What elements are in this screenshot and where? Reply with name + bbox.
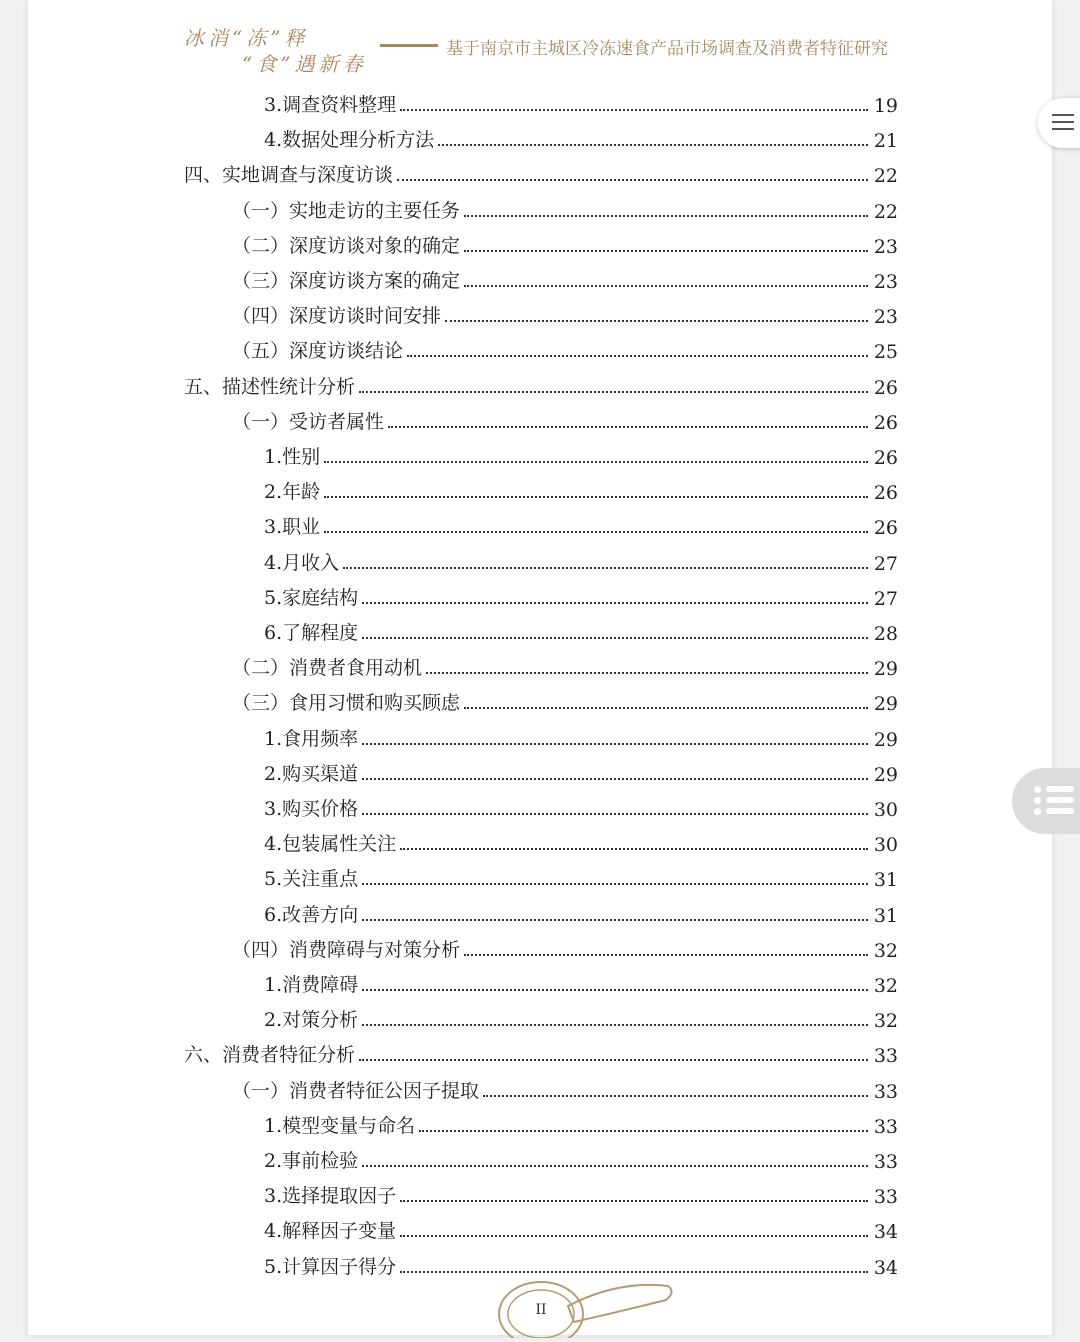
toc-entry-page: 29 xyxy=(873,728,898,751)
toc-entry-page: 33 xyxy=(873,1080,898,1103)
hamburger-icon xyxy=(1052,128,1074,130)
list-icon xyxy=(1034,786,1041,793)
toc-entry-page: 26 xyxy=(873,411,898,434)
toc-entry-page: 29 xyxy=(873,763,898,786)
toc-entry-label: 4.包装属性关注 xyxy=(264,833,397,856)
toc-entry-label: 五、描述性统计分析 xyxy=(184,375,356,398)
toc-entry-label: 1.模型变量与命名 xyxy=(264,1114,416,1137)
toc-leader-dots xyxy=(362,602,868,604)
toc-leader-dots xyxy=(362,1024,868,1026)
toc-entry-page: 28 xyxy=(873,623,898,645)
toc-entry[interactable] xyxy=(232,328,898,363)
toc-entry-page: 26 xyxy=(873,517,898,540)
toc-entry[interactable] xyxy=(184,1032,898,1067)
list-icon xyxy=(1046,797,1074,803)
toc-entry-page: 34 xyxy=(873,1221,898,1244)
toc-leader-dots xyxy=(362,883,868,885)
toc-entry[interactable] xyxy=(264,997,898,1032)
toc-entry-label: 6.改善方向 xyxy=(264,903,359,926)
toc-entry-label: 4.月收入 xyxy=(264,551,340,574)
toc-leader-dots xyxy=(419,1130,868,1132)
toc-leader-dots xyxy=(400,109,868,111)
toc-entry[interactable] xyxy=(264,469,898,504)
toc-entry-label: 5.家庭结构 xyxy=(264,586,359,609)
toc-entry[interactable] xyxy=(232,258,898,293)
toc-entry-page: 29 xyxy=(873,658,898,681)
toc-entry[interactable] xyxy=(264,1103,898,1138)
toc-entry-page: 27 xyxy=(873,587,898,610)
toc-entry[interactable] xyxy=(264,892,898,927)
list-icon xyxy=(1034,808,1041,815)
outline-button[interactable] xyxy=(1012,768,1080,834)
toc-leader-dots xyxy=(483,1095,868,1097)
toc-entry[interactable] xyxy=(264,962,898,997)
toc-leader-dots xyxy=(359,1059,868,1061)
toc-leader-dots xyxy=(464,954,868,956)
toc-leader-dots xyxy=(400,1200,868,1202)
toc-leader-dots xyxy=(464,215,868,217)
toc-leader-dots xyxy=(464,250,868,252)
list-icon xyxy=(1034,797,1041,804)
toc-leader-dots xyxy=(343,567,868,569)
toc-entry-page: 33 xyxy=(873,1186,898,1209)
toc-entry[interactable] xyxy=(264,716,898,751)
toc-entry-label: （一）受访者属性 xyxy=(232,410,385,433)
toc-entry-label: （一）实地走访的主要任务 xyxy=(232,199,461,222)
toc-leader-dots xyxy=(362,743,868,745)
toc-leader-dots xyxy=(324,531,868,533)
toc-entry[interactable] xyxy=(232,645,898,680)
toc-entry-label: 2.年龄 xyxy=(264,481,321,504)
toc-entry-page: 26 xyxy=(873,376,898,399)
toc-entry-label: （四）深度访谈时间安排 xyxy=(232,305,442,328)
document-page xyxy=(28,0,1052,1335)
toc-entry-page: 30 xyxy=(873,834,898,857)
toc-leader-dots xyxy=(388,426,868,428)
toc-leader-dots xyxy=(362,989,868,991)
toc-entry[interactable] xyxy=(264,1173,898,1208)
footer-spoon-badge xyxy=(498,1278,678,1338)
toc-entry-page: 27 xyxy=(873,552,898,575)
logo-line-2: “食”遇新春 xyxy=(242,52,367,76)
toc-entry-page: 23 xyxy=(873,235,898,258)
toc-entry-label: 3.职业 xyxy=(264,516,321,539)
toc-entry-page: 25 xyxy=(873,341,898,364)
toc-entry-label: （五）深度访谈结论 xyxy=(232,340,404,363)
toc-leader-dots xyxy=(397,179,868,181)
toc-leader-dots xyxy=(400,848,868,850)
toc-entry[interactable] xyxy=(264,821,898,856)
toc-leader-dots xyxy=(445,320,868,322)
toc-leader-dots xyxy=(362,637,868,639)
toc-entry[interactable] xyxy=(232,223,898,258)
toc-leader-dots xyxy=(464,707,868,709)
toc-leader-dots xyxy=(464,285,868,287)
toc-entry-label: （二）深度访谈对象的确定 xyxy=(232,234,461,257)
toc-entry-page: 29 xyxy=(873,693,898,716)
page-number: II xyxy=(535,1302,547,1318)
toc-entry[interactable] xyxy=(264,82,898,117)
toc-entry[interactable] xyxy=(264,540,898,575)
page-header xyxy=(28,18,1052,78)
toc-entry-page: 32 xyxy=(873,1010,898,1033)
toc-entry[interactable] xyxy=(264,434,898,469)
toc-entry[interactable] xyxy=(232,188,898,223)
toc-entry[interactable] xyxy=(264,1138,898,1173)
list-icon xyxy=(1046,808,1074,814)
toc-entry[interactable] xyxy=(264,117,898,152)
toc-entry-label: （三）深度访谈方案的确定 xyxy=(232,270,461,292)
toc-entry-label: 5.关注重点 xyxy=(264,868,359,891)
toc-entry[interactable] xyxy=(232,293,898,328)
toc-entry-label: 1.食用频率 xyxy=(264,727,359,750)
toc-entry-label: （二）消费者食用动机 xyxy=(232,657,423,680)
toc-entry-page: 26 xyxy=(873,482,898,505)
toc-entry-page: 32 xyxy=(873,975,898,997)
toc-entry[interactable] xyxy=(264,1208,898,1243)
toc-entry-label: 2.对策分析 xyxy=(264,1009,359,1032)
menu-button[interactable] xyxy=(1038,98,1080,148)
toc-leader-dots xyxy=(362,778,868,780)
toc-entry-label: 4.数据处理分析方法 xyxy=(264,129,435,152)
toc-leader-dots xyxy=(362,813,868,815)
toc-entry-label: 4.解释因子变量 xyxy=(264,1220,397,1243)
toc-leader-dots xyxy=(359,391,868,393)
toc-entry-label: 1.性别 xyxy=(264,446,321,468)
toc-entry-page: 31 xyxy=(873,869,898,892)
toc-entry-label: 1.消费障碍 xyxy=(264,974,359,996)
toc-entry[interactable] xyxy=(184,152,898,187)
toc-entry[interactable] xyxy=(264,856,898,891)
toc-entry-page: 33 xyxy=(873,1115,898,1138)
toc-entry[interactable] xyxy=(264,786,898,821)
toc-entry-label: 5.计算因子得分 xyxy=(264,1255,397,1278)
toc-entry[interactable] xyxy=(184,364,898,399)
toc-entry-page: 22 xyxy=(873,200,898,223)
toc-entry-page: 32 xyxy=(873,939,898,962)
header-logo xyxy=(184,22,384,74)
list-icon xyxy=(1046,786,1074,792)
toc-entry-label: 3.购买价格 xyxy=(264,798,359,820)
hamburger-icon xyxy=(1052,121,1074,123)
toc-entry[interactable] xyxy=(264,575,898,610)
toc-entry-label: 6.了解程度 xyxy=(264,622,359,644)
toc-entry-page: 23 xyxy=(873,306,898,329)
toc-entry[interactable] xyxy=(232,927,898,962)
toc-entry-label: 2.事前检验 xyxy=(264,1150,359,1172)
toc-entry[interactable] xyxy=(264,504,898,539)
toc-leader-dots xyxy=(407,355,868,357)
toc-entry-label: （四）消费障碍与对策分析 xyxy=(232,938,461,961)
toc-leader-dots xyxy=(438,144,868,146)
toc-entry-label: 四、实地调查与深度访谈 xyxy=(184,164,394,187)
toc-leader-dots xyxy=(426,672,868,674)
header-title: 基于南京市主城区冷冻速食产品市场调查及消费者特征研究 xyxy=(446,39,888,59)
toc-entry-page: 26 xyxy=(873,447,898,469)
toc-entry-page: 31 xyxy=(873,904,898,927)
logo-line-1: 冰消“冻”释 xyxy=(184,26,309,50)
toc-leader-dots xyxy=(400,1235,868,1237)
toc-entry-label: （一）消费者特征公因子提取 xyxy=(232,1079,480,1102)
toc-entry[interactable] xyxy=(264,751,898,786)
toc-leader-dots xyxy=(400,1271,868,1273)
toc-entry-page: 30 xyxy=(873,799,898,821)
toc-entry-page: 23 xyxy=(873,271,898,293)
toc-entry-label: （三）食用习惯和购买顾虑 xyxy=(232,692,461,715)
toc-entry-page: 19 xyxy=(873,95,898,117)
spoon-icon xyxy=(498,1278,678,1338)
toc-entry-page: 21 xyxy=(873,130,898,153)
toc-entry-label: 2.购买渠道 xyxy=(264,762,359,785)
toc-entry[interactable] xyxy=(264,610,898,645)
toc-entry[interactable] xyxy=(232,1068,898,1103)
toc-entry-label: 3.调查资料整理 xyxy=(264,94,397,116)
toc-entry-label: 六、消费者特征分析 xyxy=(184,1044,356,1067)
toc-leader-dots xyxy=(362,919,868,921)
toc-entry-page: 22 xyxy=(873,165,898,188)
toc-entry-page: 34 xyxy=(873,1256,898,1279)
toc-entry[interactable] xyxy=(264,1244,898,1279)
toc-entry[interactable] xyxy=(232,680,898,715)
toc-leader-dots xyxy=(324,496,868,498)
hamburger-icon xyxy=(1052,114,1074,116)
toc-entry-page: 33 xyxy=(873,1045,898,1068)
toc-entry-page: 33 xyxy=(873,1151,898,1173)
toc-leader-dots xyxy=(362,1165,868,1167)
toc-entry[interactable] xyxy=(232,399,898,434)
toc-entry-label: 3.选择提取因子 xyxy=(264,1185,397,1208)
header-dash xyxy=(380,44,438,47)
toc-leader-dots xyxy=(324,461,868,463)
